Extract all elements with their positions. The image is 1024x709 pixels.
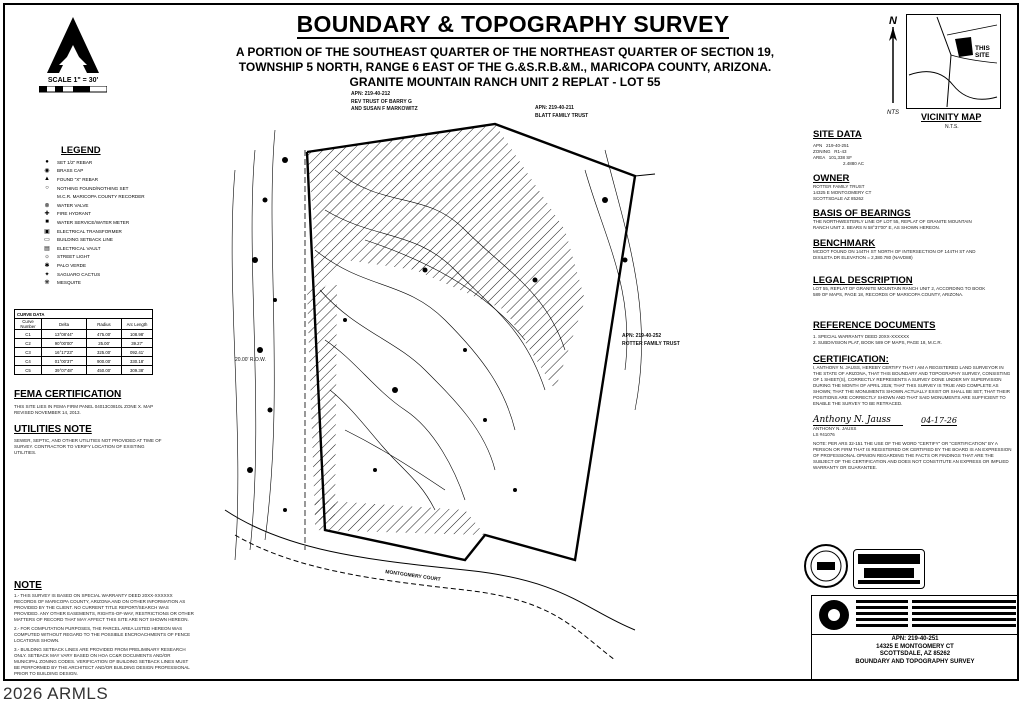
legend-title: LEGEND [61,145,101,156]
scale-bar-icon [39,86,107,96]
subtitle-line-1: A PORTION OF THE SOUTHEAST QUARTER OF THE NORTHEAST QUARTER OF SECTION 19, [235,45,775,59]
site-data-apn: APN 219-40-251 [813,143,850,148]
legend-item: ▭ BUILDING SETBACK LINE [41,235,161,244]
legend-item: ▤ ELECTRICAL VAULT [41,244,161,253]
811-call-box [853,549,925,589]
certification-title: CERTIFICATION: [813,354,889,365]
nts-label: NTS [887,110,899,116]
found-rebar-icon: ▲ [44,176,50,183]
brass-cap-icon: ◉ [44,168,50,175]
surveyor-seal-icon [803,543,849,589]
street-edge-dashed [235,535,615,660]
table-row: C3 16°17'23" 325.00' 092.41' [15,348,153,357]
table-row: C4 01°00'37" 900.00' 330.18' [15,357,153,366]
reference-line: 1. SPECIAL WARRANTY DEED 20XX-XXXXXX [813,334,910,339]
note-paragraph-2: 2.- FOR COMPUTATION PURPOSES, THE PARCEL AREA LISTED HEREON WAS COMPUTED WITHOUT REGARD TO THE POSSIBLE ENCROACHMENTS OF FENCE LOCATIONS SHOWN. [14,626,191,643]
setback-hatch-south [315,500,485,535]
north-arrow-icon [883,27,903,105]
legend-item: ❋ MESQUITE [41,278,161,287]
basis-text: THE NORTHWESTERLY LINE OF LOT 55, REPLAT OF GRANITE MOUNTAIN RANCH UNIT 2. BEARS N 58°37'00" E, AS SHOWN HEREON. [813,219,972,230]
setback-hatch-north [307,124,585,390]
vicinity-nts: N.T.S. [945,124,959,130]
street-light-icon: ☼ [44,253,50,260]
page-title: BOUNDARY & TOPOGRAPHY SURVEY [296,11,730,37]
signature-date: 04-17-26 [921,416,957,425]
table-row: C2 90°00'00" 25.00' 39.27' [15,339,153,348]
legend-item: ▲ FOUND "X" REBAR [41,175,161,184]
vicinity-title: VICINITY MAP [921,112,982,122]
owner-line: 14325 E MONTGOMERY CT [813,190,872,195]
certification-note: NOTE: PER ARS 32-151 THE USE OF THE WORD "CERTIFY" OR "CERTIFICATION" BY A PERSON OR FIRM THAT IS REGISTERED OR CERTIFIED BY THE BOARD IS AN EXPRESSION OF PROFESSIONAL OPINION REGARDING THE FACTS OR FINDINGS THAT ARE THE SUBJECT OF THE CERTIFICATION AND DOES NOT CONSTITUTE AN EXPRESS OR IMPLIED WARRANTY OR GUARANTEE. [813,441,1012,470]
firm-logo-icon [814,598,854,632]
scale-logo [39,15,107,103]
legend-item: ○ NOTHING FOUND/NOTHING SET [41,184,161,193]
site-data-title: SITE DATA [813,129,862,140]
north-label: N [889,15,897,27]
reference-title: REFERENCE DOCUMENTS [813,320,936,331]
apn-252-owner: ROTTER FAMILY TRUST [622,341,680,347]
legal-title: LEGAL DESCRIPTION [813,275,913,286]
basis-title: BASIS OF BEARINGS [813,208,911,219]
vicinity-roads-icon [907,15,999,107]
note-paragraph-3: 3.- BUILDING SETBACK LINES ARE PROVIDED FROM PRELIMINARY RESEARCH ONLY. SETBACK MAY VARY BASED ON HOA CC&R DOCUMENTS AND/OR MUNICIPAL ZONING CODES. VERIFICATION OF BUILDING SETBACK LINES MUST BE PERFORMED BY THE ARCHITECT AND/OR BUILDING DESIGN PROFESSIONAL PRIOR TO BUILDING DESIGN. [14,647,190,676]
legend-item: M.C.R. MARICOPA COUNTY RECORDER [41,192,161,201]
table-row: C5 39°07'48" 450.00' 309.38' [15,366,153,375]
title-block-survey-type: BOUNDARY AND TOPOGRAPHY SURVEY [855,658,975,665]
watermark: 2026 ARMLS [3,684,109,703]
this-site-label: THIS SITE [975,45,990,59]
legend-item: ☼ STREET LIGHT [41,253,161,262]
right-info-column [813,129,1013,471]
note-title: NOTE [14,580,42,591]
surveyor-name: ANTHONY N. JAUSS [813,426,857,431]
subtitle [155,45,855,90]
title-block-city: SCOTTSDALE, AZ 85262 [879,651,951,657]
title-block-address: 14325 E MONTGOMERY CT [876,643,954,650]
utilities-title: UTILITIES NOTE [14,424,92,435]
rebar-set-icon: ● [45,159,49,166]
transformer-icon: ▣ [44,228,50,235]
site-data-area-acres: 2.4880 AC [843,161,865,166]
firm-name-block [856,600,908,630]
water-valve-icon: ⊗ [44,202,50,209]
electrical-vault-icon: ▤ [44,245,50,252]
scale-label: SCALE 1" = 30' [47,77,99,84]
benchmark-title: BENCHMARK [813,238,876,249]
north-arrow-icon [39,15,107,77]
table-header-row: Curve Number Delta Radius Arc Length [15,319,153,330]
curve-table [14,309,153,375]
firm-address-block [912,600,1016,630]
legend-item: ✱ PALO VERDE [41,261,161,270]
table-row: C1 13°08'44" 475.00' 108.98' [15,330,153,339]
fema-title: FEMA CERTIFICATION [14,389,122,400]
apn-212-label: APN: 219-40-212 [351,91,391,97]
setback-line-icon: ▭ [44,237,50,244]
legend-list [41,158,161,287]
survey-plan-drawing [165,90,725,670]
apn-252-label: APN: 219-40-252 [622,333,662,339]
reference-line: 2. SUBDIVISION PLAT, BOOK 589 OF MAPS, PAGE 18, M.C.R. [813,340,942,345]
legend-item: ▣ ELECTRICAL TRANSFORMER [41,227,161,236]
nothing-found-icon: ○ [45,185,49,192]
row-label: 20.00' R.O.W. [235,357,266,363]
surveyor-reg: LS #41076 [813,432,835,437]
apn-211-label: APN: 219-40-211 [535,105,574,111]
owner-line: ROTTER FAMILY TRUST [813,184,865,189]
owner-title: OWNER [813,173,850,184]
utilities-text: SEWER, SEPTIC, AND OTHER UTILITIES NOT PROVIDED AT TIME OF SURVEY. CONTRACTOR TO VERIFY LOCATION OF EXISTING UTILITIES. [14,438,162,455]
benchmark-text: MCDOT FOUND ON 144TH ST NORTH OF INTERSECTION OF 144TH ST AND DIXILETA DR ELEVATION = 2,380.780 (NAVD88) [813,249,976,260]
vicinity-map [906,14,1001,109]
legend-item: ⊗ WATER VALVE [41,201,161,210]
fire-hydrant-icon: ✚ [44,211,50,218]
tie-line [635,174,655,176]
legend-item: ● SET 1/2" REBAR [41,158,161,167]
title-block-divider [812,634,1018,635]
fema-text: THIS SITE LIES IN FEMA FIRM PANEL 04013C0810L ZONE X. MAP REVISED NOVEMBER 14, 2013. [14,404,154,415]
signature-block [813,415,1013,426]
legend-item: ✦ SAGUARO CACTUS [41,270,161,279]
site-data-zoning: ZONING R1-43 [813,149,847,154]
note-paragraph-1: 1.- THIS SURVEY IS BASED ON SPECIAL WARRANTY DEED 20XX-XXXXXX RECORDS OF MARICOPA COUNTY, ARIZONA AND ON OTHER INFORMATION AS PROVIDED BY THE CLIENT. NO CURRENT TITLE REPORT/SEARCH WAS PROVIDED. ANY OTHER EASEMENTS, RIGHTS-OF-WAY, RESTRICTIONS OR OTHER MATTERS OF RECORD THAT MAY AFFECT THIS SITE ARE NOT SHOWN HEREON. [14,593,194,622]
apn-211-owner: BLATT FAMILY TRUST [535,113,589,119]
survey-sheet [3,3,1019,681]
north-indicator [883,15,903,115]
mcr-icon [41,194,53,200]
title-block-apn: APN: 219-40-251 [891,636,939,642]
water-meter-icon: ■ [45,219,49,226]
legal-text: LOT 55, REPLAT OF GRANITE MOUNTAIN RANCH UNIT 2, ACCORDING TO BOOK 589 OF MAPS, PAGE 18, RECORDS OF MARICOPA COUNTY, ARIZONA. [813,286,986,297]
palo-verde-icon: ✱ [44,262,50,269]
subtitle-line-2: TOWNSHIP 5 NORTH, RANGE 6 EAST OF THE G.&S.R.B.&M., MARICOPA COUNTY, ARIZONA. [238,60,772,74]
curve-table-title: CURVE DATA [15,310,153,319]
legend-item: ✚ FIRE HYDRANT [41,210,161,219]
legend-item: ■ WATER SERVICE/WATER METER [41,218,161,227]
certification-text: I, ANTHONY N. JAUSS, HEREBY CERTIFY THAT I AM A REGISTERED LAND SURVEYOR IN THE STATE OF ARIZONA, THAT THIS BOUNDARY AND TOPOGRAPHY SURVEY, CONSISTING OF 1 SHEET(S), CORRECTLY REPRESENTS A SURVEY DONE UNDER MY SUPERVISION DURING THE MONTH OF APRIL 2026; THAT THIS SURVEY IS TRUE AND COMPLETE AS SHOWN; THAT THE MONUMENTS SHOWN ACTUALLY EXIST OR SHALL BE SET; THAT THEIR POSITIONS ARE CORRECTLY SHOWN AND THAT SAID MONUMENTS ARE SUFFICIENT TO ENABLE THE SURVEY TO BE RETRACED. [813,365,1011,406]
curve-table-wrapper [14,309,153,375]
owner-line: SCOTTSDALE AZ 85262 [813,196,864,201]
saguaro-icon: ✦ [44,271,50,278]
street-label: MONTGOMERY COURT [384,569,441,583]
call-before-you-dig-icon [854,550,924,588]
legend-item: ◉ BRASS CAP [41,167,161,176]
title-block [811,595,1019,681]
title-block-text [812,636,1018,666]
apn-212-owner: REV TRUST OF BARRY G AND SUSAN F MARKOWITZ [351,99,418,112]
subtitle-line-3: GRANITE MOUNTAIN RANCH UNIT 2 REPLAT - LOT 55 [349,75,661,89]
signature: Anthony N. Jauss [813,415,903,426]
mesquite-icon: ❋ [44,280,50,287]
site-data-area: AREA 101,338 SF [813,155,853,160]
